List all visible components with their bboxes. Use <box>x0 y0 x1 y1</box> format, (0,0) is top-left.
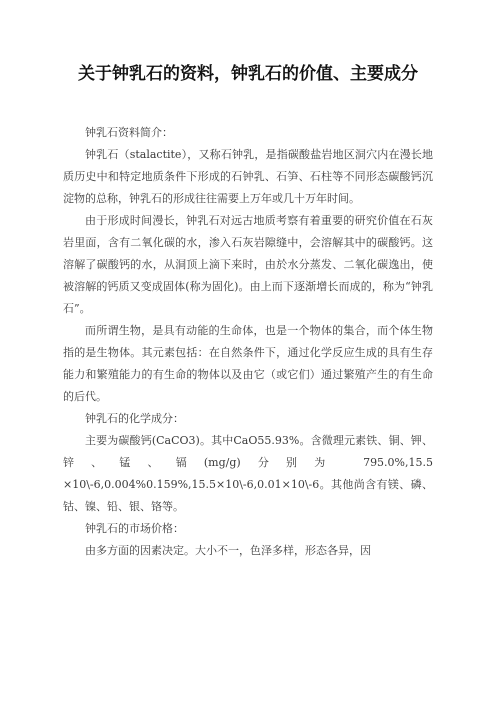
document-title: 关于钟乳石的资料，钟乳石的价值、主要成分 <box>78 64 418 84</box>
paragraph-organism: 而所谓生物，是具有动能的生命体，也是一个物体的集合，而个体生物指的是生物体。其元素包括：在自然条件下，通过化学反应生成的具有生存能力和繁殖能力的有生命的物体以及由它（或它们）通过繁殖产生的有生命的后代。 <box>63 324 433 403</box>
paragraph-formation: 由于形成时间漫长，钟乳石对远古地质考察有着重要的研究价值在石灰岩里面，含有二氧化碳的水，渗入石灰岩隙缝中，会溶解其中的碳酸钙。这溶解了碳酸钙的水，从洞顶上滴下来时，由於水分蒸发、二氧化碳逸出，使被溶解的钙质又变成固体(称为固化)。由上而下逐渐增长而成的，称为“钟乳石”。 <box>63 214 433 315</box>
document-body <box>63 122 433 562</box>
paragraph-intro-heading: 钟乳石资料简介： <box>85 126 173 139</box>
paragraph-price: 由多方面的因素决定。大小不一，色泽多样，形态各异，因 <box>85 544 371 557</box>
paragraph-chemistry: 主要为碳酸钙(CaCO3)。其中CaO55.93%。含微理元素铁、铜、钾、锌、锰、镉(mg/g)分别为 795.0%,15.5 ×10\-6,0.004%0.159%,15.5×10\-6,0.01×10\-6。其他尚含有镁、磷、钴、镍、铅、银、铬等。 <box>63 434 433 513</box>
paragraph-price-heading: 钟乳石的市场价格： <box>85 522 184 535</box>
paragraph-chemistry-heading: 钟乳石的化学成分： <box>85 412 184 425</box>
paragraph-definition: 钟乳石（stalactite），又称石钟乳，是指碳酸盐岩地区洞穴内在漫长地质历史中和特定地质条件下形成的石钟乳、石笋、石柱等不同形态碳酸钙沉淀物的总称，钟乳石的形成往往需要上万年或几十万年时间。 <box>63 148 433 205</box>
